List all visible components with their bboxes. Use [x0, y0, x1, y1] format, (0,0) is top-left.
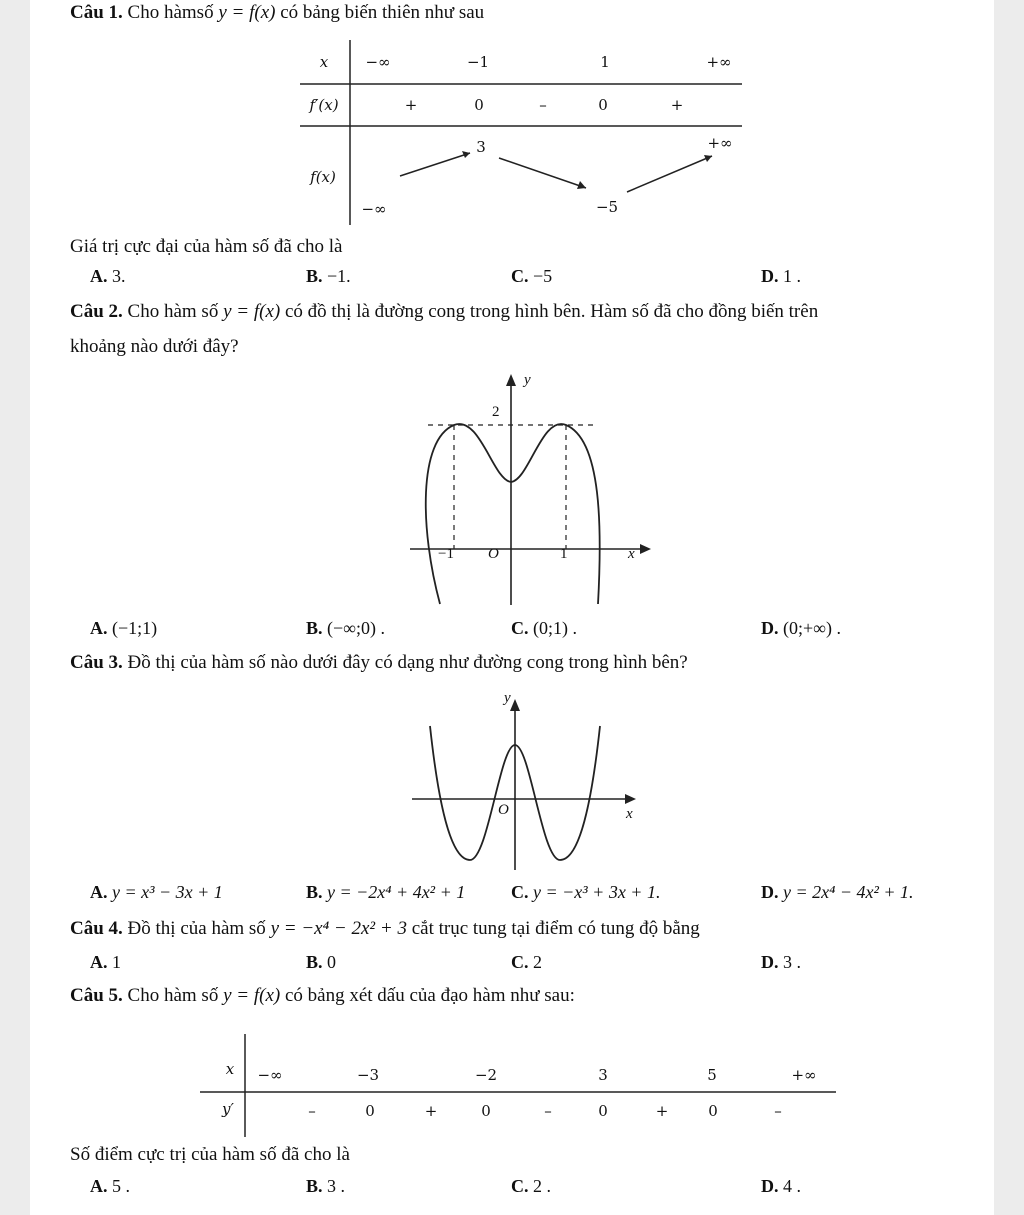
q5-yp-sign: + [424, 1102, 438, 1120]
q2-y-axis-label: y [524, 372, 531, 388]
q1-f-val: 3 [476, 138, 486, 156]
q3-option-c[interactable]: C. y = −x³ + 3x + 1. [511, 882, 661, 902]
q1-f-label: f(x) [310, 168, 336, 186]
q5-yp-sign: 0 [598, 1102, 608, 1120]
q5-yp-sign: – [774, 1102, 782, 1120]
q1-fp-label: f′(x) [309, 96, 339, 114]
q3-option-d[interactable]: D. y = 2x⁴ − 4x² + 1. [761, 882, 914, 902]
q4-option-b[interactable]: B. 0 [306, 952, 337, 972]
q5-func: y = f(x) [223, 985, 281, 1006]
q5-option-c[interactable]: C. 2 . [511, 1176, 551, 1196]
q5-x-val: −3 [356, 1066, 380, 1084]
q2-func: y = f(x) [223, 301, 281, 322]
q1-fp-sign: 0 [598, 96, 608, 114]
q2-stem-line2: khoảng nào dưới đây? [70, 336, 239, 357]
q1-fp-sign: – [539, 96, 547, 114]
q5-label: Câu 5. [70, 985, 123, 1006]
q1-x-val: −∞ [365, 53, 391, 71]
q5-yp-sign: + [655, 1102, 669, 1120]
q4-text-b: cắt trục tung tại điểm có tung độ bằng [411, 918, 700, 939]
q2-x-axis-label: x [628, 546, 635, 562]
q1-prompt: Giá trị cực đại của hàm số đã cho là [70, 236, 343, 257]
q5-yp-sign: – [308, 1102, 316, 1120]
q2-x-tick: 1 [560, 546, 568, 562]
q4-label: Câu 4. [70, 918, 123, 939]
q5-text-b: có bảng xét dấu của đạo hàm như sau: [284, 985, 575, 1006]
q4-option-c[interactable]: C. 2 [511, 952, 542, 972]
q2-text-b: có đồ thị là đường cong trong hình bên. Hàm số đã cho đồng biến trên [284, 301, 819, 322]
q1-option-c[interactable]: C. −5 [511, 266, 553, 286]
q3-option-b[interactable]: B. y = −2x⁴ + 4x² + 1 [306, 882, 466, 902]
q5-prompt: Số điểm cực trị của hàm số đã cho là [70, 1144, 350, 1165]
q4-func: y = −x⁴ − 2x² + 3 [270, 918, 407, 939]
q3-option-a[interactable]: A. y = x³ − 3x + 1 [90, 882, 223, 902]
q5-x-val: −2 [474, 1066, 498, 1084]
q1-label: Câu 1. [70, 2, 123, 23]
q1-fp-sign: + [670, 96, 684, 114]
q1-func: y = f(x) [218, 2, 276, 23]
q2-label: Câu 2. [70, 301, 123, 322]
q5-option-b[interactable]: B. 3 . [306, 1176, 346, 1196]
q1-x-label: x [319, 53, 329, 71]
q5-x-val: 3 [598, 1066, 608, 1084]
q5-x-val: −∞ [257, 1066, 283, 1084]
q1-x-val: +∞ [706, 53, 732, 71]
q2-x-tick: −1 [438, 546, 454, 562]
q1-x-val: 1 [600, 53, 610, 71]
q2-option-d[interactable]: D. (0;+∞) . [761, 618, 841, 638]
q5-table-lines [30, 0, 994, 1150]
q5-option-a[interactable]: A. 5 . [90, 1176, 130, 1196]
q1-f-val: −5 [595, 198, 619, 216]
q4-option-d[interactable]: D. 3 . [761, 952, 801, 972]
q1-fp-sign: 0 [474, 96, 484, 114]
q3-origin: O [498, 802, 509, 818]
q1-f-val: −∞ [361, 200, 387, 218]
q1-text-b: có bảng biến thiên như sau [280, 2, 485, 23]
q1-x-val: −1 [466, 53, 490, 71]
q5-yp-sign: 0 [365, 1102, 375, 1120]
q2-origin: O [488, 546, 499, 562]
q1-f-val: +∞ [707, 134, 733, 152]
q2-text-a: Cho hàm số [127, 301, 219, 322]
q5-yp-label: y′ [222, 1100, 234, 1118]
q2-y-tick: 2 [492, 404, 500, 420]
q3-label: Câu 3. [70, 652, 123, 673]
q3-text: Đồ thị của hàm số nào dưới đây có dạng như đường cong trong hình bên? [127, 652, 688, 673]
q5-x-val: 5 [707, 1066, 717, 1084]
q5-option-d[interactable]: D. 4 . [761, 1176, 801, 1196]
q5-yp-sign: – [544, 1102, 552, 1120]
q1-text-a: Cho hàmsố [127, 2, 214, 23]
q2-option-a[interactable]: A. (−1;1) [90, 618, 158, 638]
document-page [30, 0, 994, 1215]
q4-text-a: Đồ thị của hàm số [127, 918, 266, 939]
q3-y-axis-label: y [504, 690, 511, 706]
q1-option-a[interactable]: A. 3. [90, 266, 126, 286]
q5-yp-sign: 0 [708, 1102, 718, 1120]
q4-option-a[interactable]: A. 1 [90, 952, 121, 972]
q1-fp-sign: + [404, 96, 418, 114]
q5-yp-sign: 0 [481, 1102, 491, 1120]
q5-x-val: +∞ [791, 1066, 817, 1084]
q2-option-c[interactable]: C. (0;1) . [511, 618, 577, 638]
q1-option-d[interactable]: D. 1 . [761, 266, 801, 286]
q2-option-b[interactable]: B. (−∞;0) . [306, 618, 385, 638]
q1-option-b[interactable]: B. −1. [306, 266, 351, 286]
q3-x-axis-label: x [626, 806, 633, 822]
q5-x-label: x [225, 1060, 235, 1078]
q5-text-a: Cho hàm số [127, 985, 219, 1006]
